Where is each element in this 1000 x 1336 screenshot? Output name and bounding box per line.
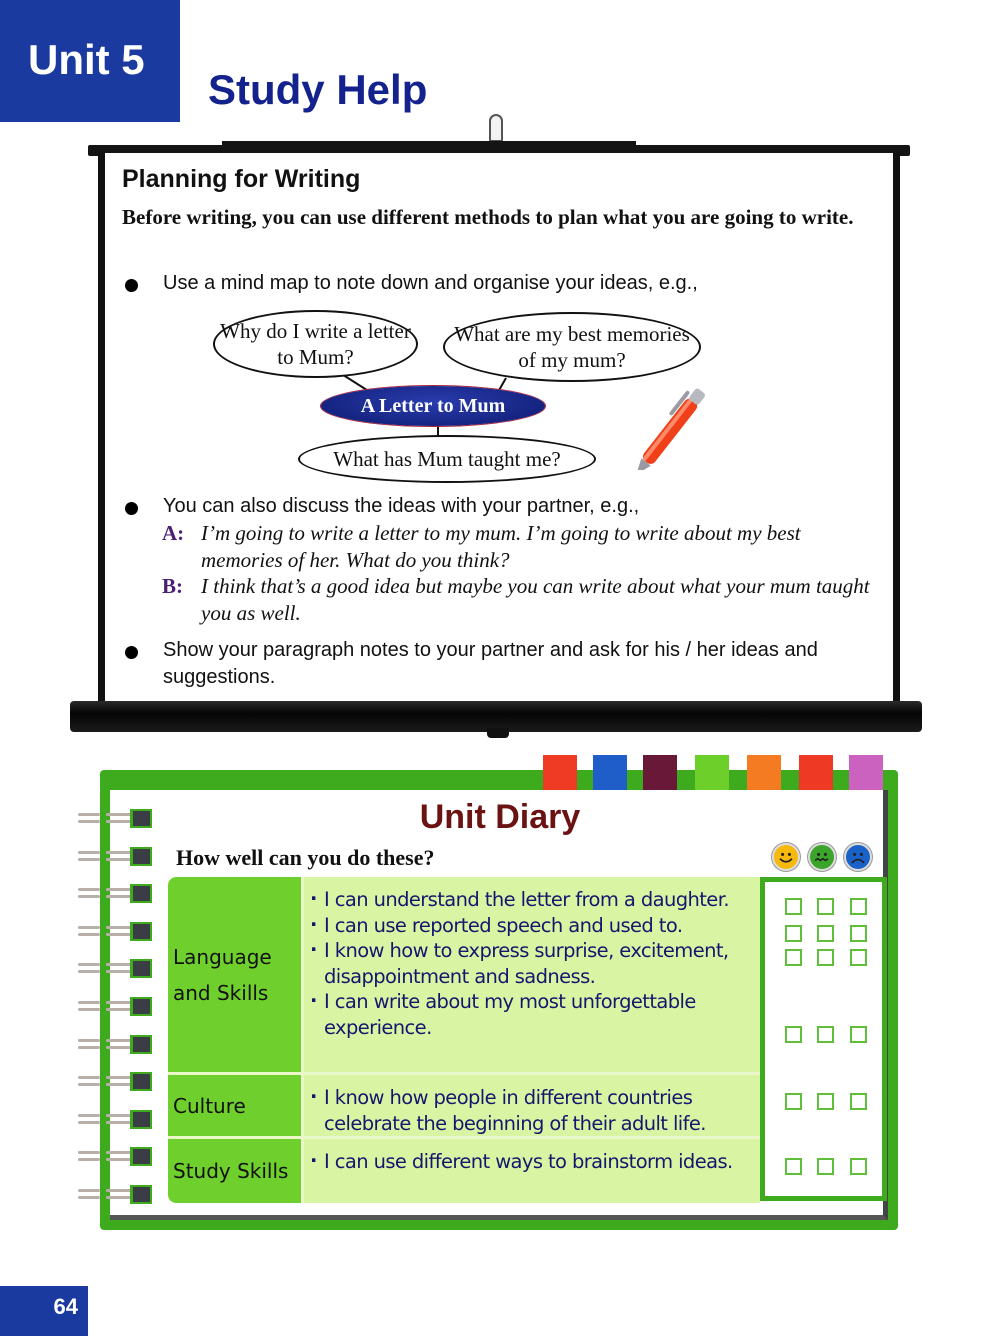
diary-items bbox=[304, 1139, 760, 1203]
diary-item: · I know how to express surprise, excitement, disappointment and sadness. bbox=[310, 938, 760, 989]
mind-map-node: What has Mum taught me? bbox=[298, 435, 596, 483]
spiral-ring-icon bbox=[78, 996, 154, 1018]
diary-item: · I can use reported speech and used to. bbox=[310, 913, 760, 939]
diary-item: · I know how people in different countries celebrate the beginning of their adult life. bbox=[310, 1085, 760, 1136]
bullet-text: Show your paragraph notes to your partner and ask for his / her ideas and suggestions. bbox=[163, 639, 818, 688]
diary-row bbox=[168, 1139, 760, 1203]
diary-question: How well can you do these? bbox=[176, 845, 435, 870]
rating-checkbox[interactable] bbox=[817, 925, 834, 942]
spiral-ring-icon bbox=[78, 846, 154, 868]
page-number: 64 bbox=[53, 1294, 78, 1319]
dialogue-line bbox=[162, 520, 882, 574]
diary-item: · I can use different ways to brainstorm ideas. bbox=[310, 1149, 760, 1175]
sad-face-icon bbox=[844, 843, 872, 871]
page-title: Study Help bbox=[208, 66, 428, 113]
diary-tab bbox=[747, 755, 781, 795]
rating-checkbox[interactable] bbox=[850, 949, 867, 966]
diary-item: · I can write about my most unforgettable experience. bbox=[310, 989, 760, 1040]
rating-checkbox[interactable] bbox=[785, 925, 802, 942]
diary-items bbox=[304, 1075, 760, 1136]
rating-checkbox[interactable] bbox=[817, 1026, 834, 1043]
diary-tab bbox=[543, 755, 577, 795]
bullet-text: Use a mind map to note down and organise your ideas, e.g., bbox=[163, 272, 698, 294]
section-heading: Planning for Writing bbox=[122, 165, 361, 193]
rating-checkbox[interactable] bbox=[850, 898, 867, 915]
diary-category: Study Skills bbox=[168, 1139, 304, 1203]
screen-hook-icon bbox=[489, 114, 503, 142]
rating-checkbox[interactable] bbox=[817, 949, 834, 966]
bullet-item bbox=[122, 270, 863, 297]
diary-table bbox=[168, 877, 760, 1203]
rating-checkbox[interactable] bbox=[785, 1158, 802, 1175]
rating-checkbox[interactable] bbox=[850, 925, 867, 942]
unit-label: Unit 5 bbox=[28, 36, 145, 83]
happy-face-icon bbox=[772, 843, 800, 871]
dialogue-line bbox=[162, 573, 882, 627]
spiral-ring-icon bbox=[78, 1146, 154, 1168]
bullet-dot-icon bbox=[125, 502, 138, 515]
diary-tab bbox=[593, 755, 627, 795]
section-intro: Before writing, you can use different methods to plan what you are going to write. bbox=[122, 205, 854, 229]
diary-tab bbox=[695, 755, 729, 795]
screen-pull-handle bbox=[487, 728, 509, 738]
diary-tab bbox=[643, 755, 677, 795]
bullet-dot-icon bbox=[125, 646, 138, 659]
rating-checkbox[interactable] bbox=[785, 1093, 802, 1110]
bullet-item bbox=[122, 637, 863, 691]
bullet-item bbox=[122, 493, 863, 520]
worried-face-icon bbox=[808, 843, 836, 871]
spiral-ring-icon bbox=[78, 1184, 154, 1206]
mind-map-center: A Letter to Mum bbox=[321, 386, 545, 426]
unit-tab bbox=[0, 0, 180, 122]
diary-category: Language and Skills bbox=[168, 877, 304, 1072]
pen-icon bbox=[620, 380, 730, 470]
spiral-ring-icon bbox=[78, 1071, 154, 1093]
diary-title: Unit Diary bbox=[419, 798, 581, 836]
rating-checkbox[interactable] bbox=[785, 1026, 802, 1043]
diary-row bbox=[168, 1075, 760, 1139]
page-number-tab bbox=[0, 1286, 88, 1336]
diary-tab bbox=[799, 755, 833, 795]
diary-tabs bbox=[540, 755, 890, 795]
spiral-ring-icon bbox=[78, 958, 154, 980]
spiral-binding bbox=[78, 808, 154, 1208]
rating-checkbox[interactable] bbox=[850, 1026, 867, 1043]
rating-checkbox[interactable] bbox=[850, 1158, 867, 1175]
rating-checkbox[interactable] bbox=[817, 1093, 834, 1110]
self-assessment-panel bbox=[760, 877, 887, 1201]
mind-map-node: What are my best memories of my mum? bbox=[443, 312, 701, 382]
rating-checkbox[interactable] bbox=[850, 1093, 867, 1110]
rating-checkbox[interactable] bbox=[785, 898, 802, 915]
diary-item: · I can understand the letter from a daughter. bbox=[310, 887, 760, 913]
speaker-label: A: bbox=[162, 521, 185, 545]
diary-items bbox=[304, 877, 760, 1072]
rating-checkbox[interactable] bbox=[785, 949, 802, 966]
bullet-text: You can also discuss the ideas with your partner, e.g., bbox=[163, 495, 640, 517]
mind-map-node: Why do I write a letter to Mum? bbox=[213, 310, 418, 378]
diary-tab bbox=[849, 755, 883, 795]
diary-category: Culture bbox=[168, 1075, 304, 1136]
rating-checkbox[interactable] bbox=[817, 898, 834, 915]
spiral-ring-icon bbox=[78, 1034, 154, 1056]
spiral-ring-icon bbox=[78, 921, 154, 943]
dialogue-text: I’m going to write a letter to my mum. I’m going to write about my best memories of her. What do you think? bbox=[201, 521, 801, 572]
spiral-ring-icon bbox=[78, 1109, 154, 1131]
diary-row bbox=[168, 877, 760, 1075]
dialogue-text: I think that’s a good idea but maybe you can write about what your mum taught you as well. bbox=[201, 574, 870, 625]
rating-checkbox[interactable] bbox=[817, 1158, 834, 1175]
spiral-ring-icon bbox=[78, 883, 154, 905]
bullet-dot-icon bbox=[125, 279, 138, 292]
speaker-label: B: bbox=[162, 574, 183, 598]
